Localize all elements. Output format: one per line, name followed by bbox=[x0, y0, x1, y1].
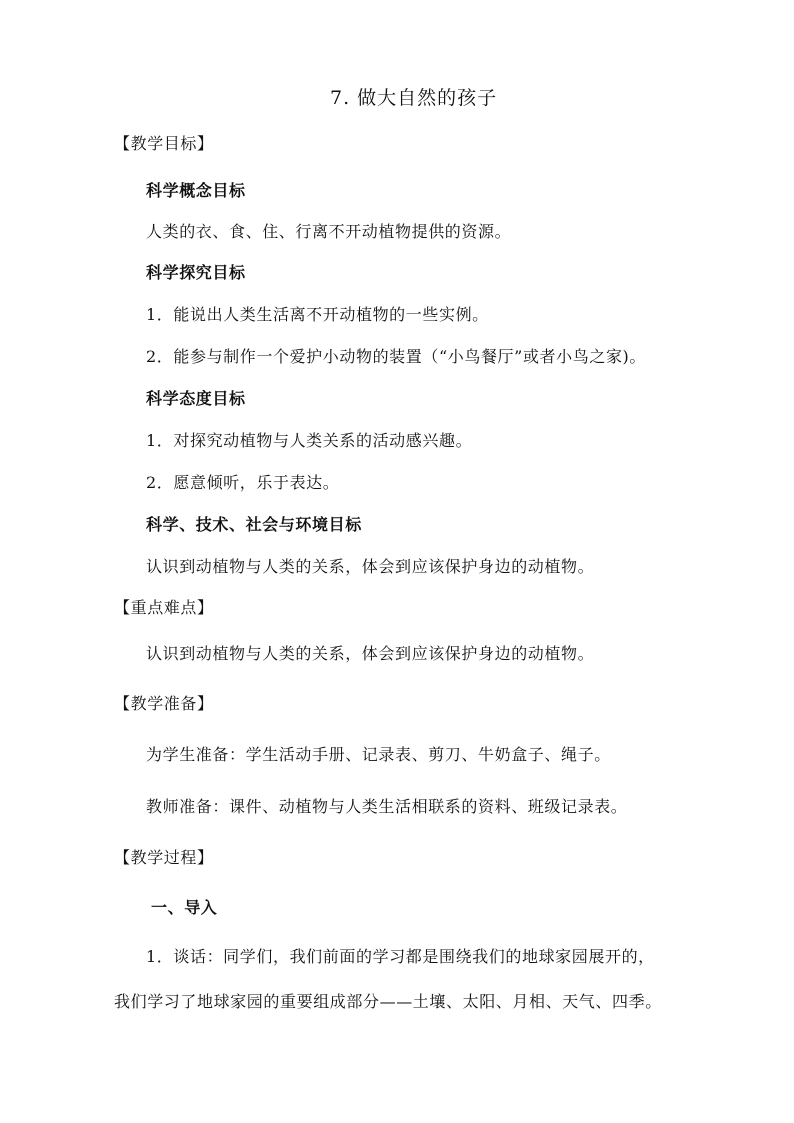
intro-paragraph-line-1: 1．谈话：同学们，我们前面的学习都是围绕我们的地球家园展开的， bbox=[146, 947, 655, 966]
preparation-teacher: 教师准备：课件、动植物与人类生活相联系的资料、班级记录表。 bbox=[146, 797, 628, 816]
key-points-heading: 【重点难点】 bbox=[114, 598, 214, 617]
intro-heading: 一、导入 bbox=[151, 898, 218, 917]
inquiry-objective-heading: 科学探究目标 bbox=[146, 263, 246, 282]
inquiry-item-1: 1．能说出人类生活离不开动植物的一些实例。 bbox=[146, 305, 489, 324]
inquiry-item-2: 2．能参与制作一个爱护小动物的装置（“小鸟餐厅”或者小鸟之家)。 bbox=[146, 347, 646, 366]
attitude-item-2: 2．愿意倾听，乐于表达。 bbox=[146, 473, 340, 492]
key-points-text: 认识到动植物与人类的关系，体会到应该保护身边的动植物。 bbox=[146, 644, 595, 663]
preparation-heading: 【教学准备】 bbox=[114, 694, 214, 713]
sts-objective-heading: 科学、技术、社会与环境目标 bbox=[146, 515, 362, 534]
preparation-students: 为学生准备：学生活动手册、记录表、剪刀、牛奶盒子、绳子。 bbox=[146, 745, 611, 764]
sts-objective-text: 认识到动植物与人类的关系，体会到应该保护身边的动植物。 bbox=[146, 557, 595, 576]
concept-objective-heading: 科学概念目标 bbox=[146, 181, 246, 200]
attitude-item-1: 1．对探究动植物与人类关系的活动感兴趣。 bbox=[146, 431, 473, 450]
lesson-title: 7. 做大自然的孩子 bbox=[330, 87, 498, 109]
attitude-objective-heading: 科学态度目标 bbox=[146, 389, 246, 408]
process-heading: 【教学过程】 bbox=[114, 848, 214, 867]
intro-paragraph-line-2: 我们学习了地球家园的重要组成部分——土壤、太阳、月相、天气、四季。 bbox=[114, 992, 662, 1011]
concept-objective-text: 人类的衣、食、住、行离不开动植物提供的资源。 bbox=[146, 222, 512, 241]
objectives-heading: 【教学目标】 bbox=[114, 134, 214, 153]
